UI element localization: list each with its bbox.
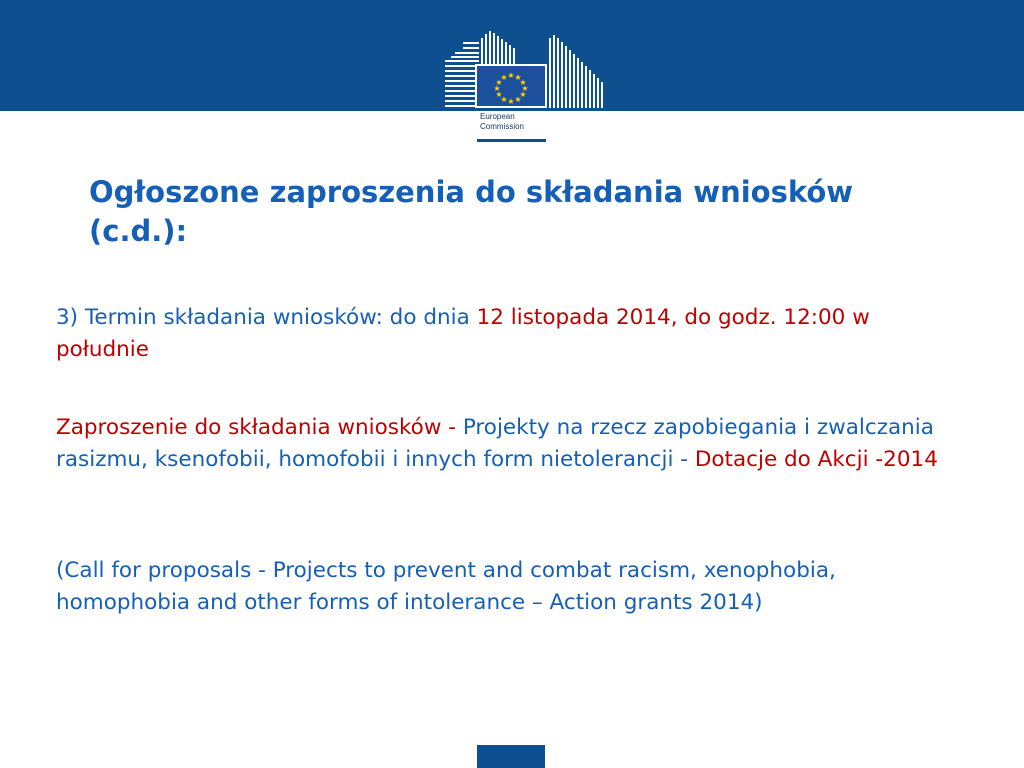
svg-text:★: ★ [514, 73, 522, 82]
svg-text:★: ★ [500, 73, 508, 82]
svg-text:★: ★ [521, 84, 529, 93]
logo-text [480, 112, 550, 131]
logo-text-line1: European [480, 112, 515, 121]
bottom-flag-tab [477, 745, 545, 768]
call-label: Zaproszenie do składania wniosków - [56, 415, 463, 440]
deadline-date: 12 listopada 2014, do godz. 12:00 w południe [56, 305, 870, 362]
call-topic: Projekty na rzecz zapobiegania i zwalczania rasizmu, ksenofobii, homofobii i innych form nietolerancji - [56, 415, 934, 472]
deadline-label: 3) Termin składania wniosków: do dnia [56, 305, 477, 330]
european-commission-logo [441, 30, 611, 146]
svg-text:★: ★ [519, 78, 527, 87]
svg-text:★: ★ [495, 78, 503, 87]
deadline-paragraph [56, 302, 956, 366]
slide-title: Ogłoszone zaproszenia do składania wniosków (c.d.): [89, 175, 854, 248]
svg-text:★: ★ [495, 90, 503, 99]
svg-text:★: ★ [500, 95, 508, 104]
call-grant-type: Dotacje do Akcji -2014 [694, 447, 938, 472]
call-paragraph-pl [56, 412, 956, 476]
call-paragraph-en: (Call for proposals - Projects to prevent and combat racism, xenophobia, homophobia and other forms of intolerance – Action grants 2014) [56, 558, 836, 615]
european-commission-building-icon [441, 30, 611, 110]
logo-text-line2: Commission [480, 121, 525, 131]
logo-underline [477, 139, 546, 142]
svg-text:★: ★ [493, 84, 501, 93]
svg-text:★: ★ [519, 90, 527, 99]
svg-text:★: ★ [507, 97, 515, 106]
svg-text:★: ★ [507, 71, 515, 80]
svg-text:★: ★ [514, 95, 522, 104]
